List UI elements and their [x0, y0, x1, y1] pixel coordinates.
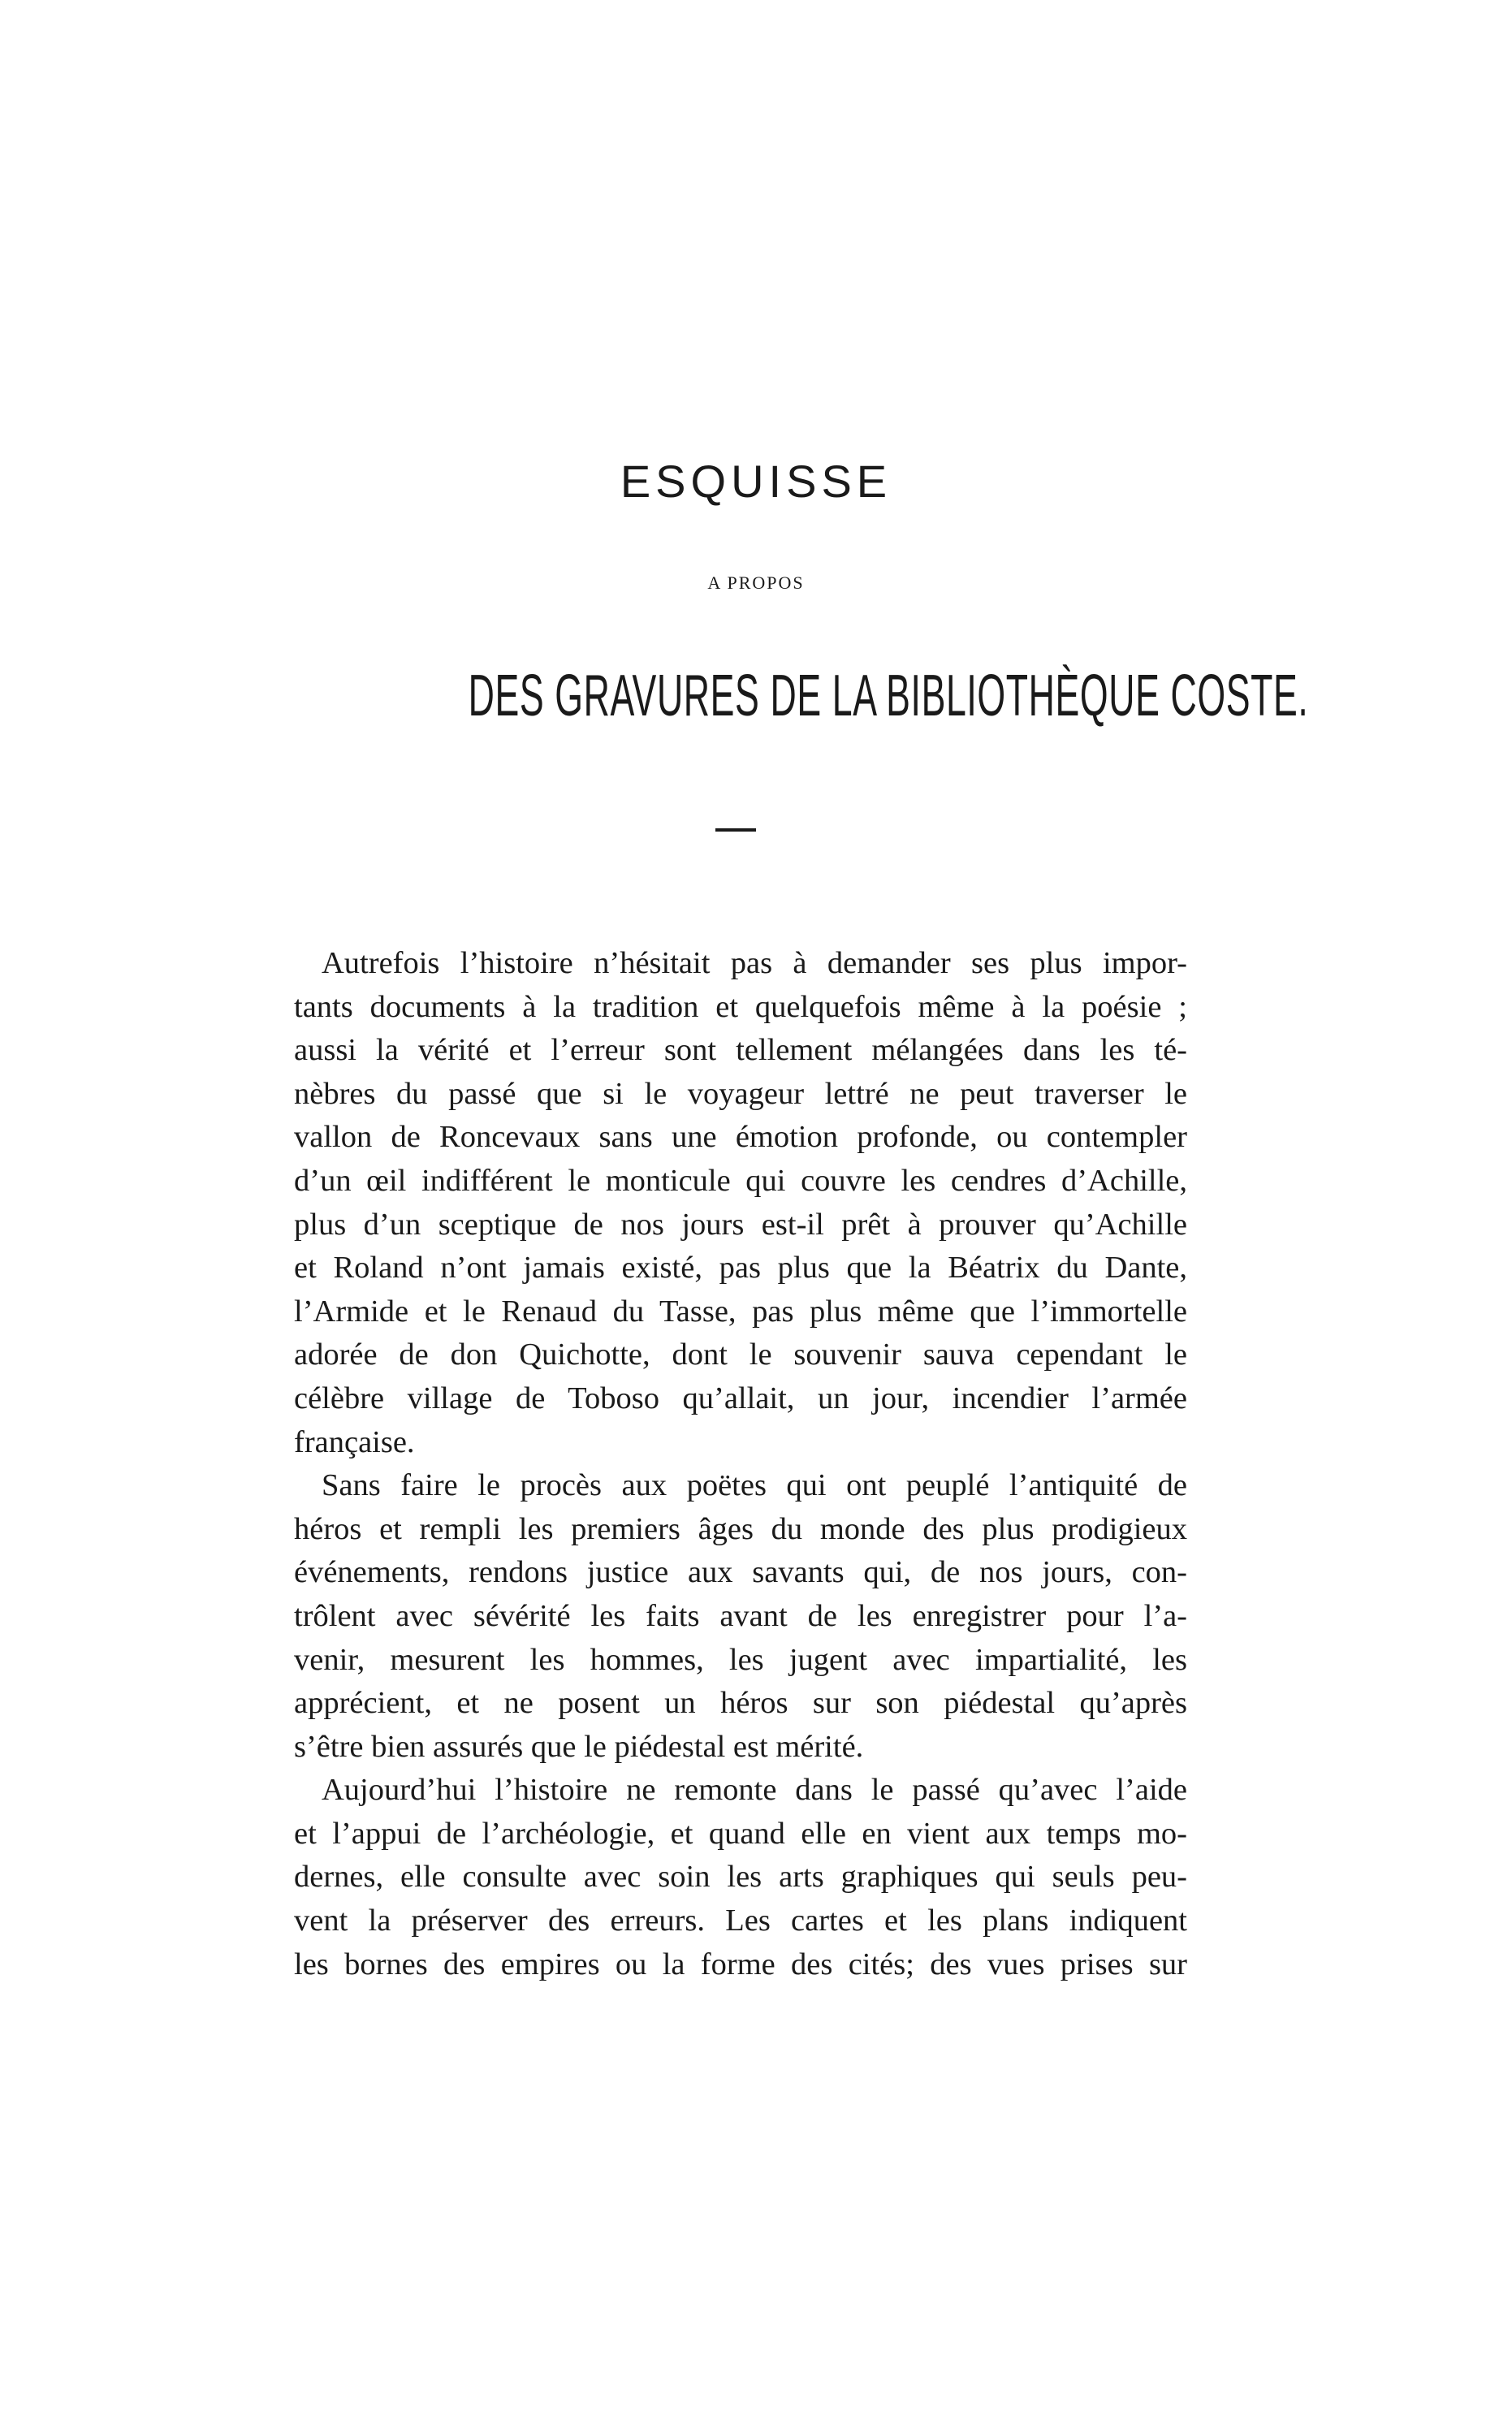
text-line: vallon de Roncevaux sans une émotion profonde, ou contempler — [294, 1120, 1187, 1155]
text-line: héros et rempli les premiers âges du monde des plus prodigieux — [294, 1511, 1187, 1546]
text-line: d’un œil indifférent le monticule qui couvre les cendres d’Achille, — [294, 1163, 1187, 1198]
text-line: célèbre village de Toboso qu’allait, un jour, incendier l’armée — [294, 1381, 1187, 1415]
text-line: l’Armide et le Renaud du Tasse, pas plus même que l’immortelle — [294, 1294, 1187, 1329]
text-line: adorée de don Quichotte, dont le souvenir sauva cependant le — [294, 1338, 1187, 1372]
text-line: venir, mesurent les hommes, les jugent avec impartialité, les — [294, 1642, 1187, 1677]
text-line: aussi la vérité et l’erreur sont tellement mélangées dans les té- — [294, 1033, 1187, 1068]
text-line: tants documents à la tradition et quelquefois même à la poésie ; — [294, 989, 1187, 1024]
text-line: nèbres du passé que si le voyageur lettré ne peut traverser le — [294, 1076, 1187, 1111]
text-line: française. — [294, 1424, 415, 1459]
page-heading: DES GRAVURES DE LA BIBLIOTHÈQUE COSTE. — [468, 663, 1309, 728]
section-separator — [715, 828, 756, 832]
text-line: les bornes des empires ou la forme des cités; des vues prises sur — [294, 1947, 1187, 1981]
text-line: et l’appui de l’archéologie, et quand elle en vient aux temps mo- — [294, 1816, 1187, 1851]
text-line: plus d’un sceptique de nos jours est-il prêt à prouver qu’Achille — [294, 1207, 1187, 1242]
text-line: apprécient, et ne posent un héros sur son piédestal qu’après — [294, 1686, 1187, 1721]
text-line: trôlent avec sévérité les faits avant de les enregistrer pour l’a- — [294, 1598, 1187, 1633]
text-line: et Roland n’ont jamais existé, pas plus que la Béatrix du Dante, — [294, 1251, 1187, 1286]
text-line: dernes, elle consulte avec soin les arts graphiques qui seuls peu- — [294, 1860, 1187, 1895]
text-line: Aujourd’hui l’histoire ne remonte dans le passé qu’avec l’aide — [322, 1773, 1187, 1808]
page-subtitle: A PROPOS — [707, 573, 805, 593]
text-line: Sans faire le procès aux poëtes qui ont peuplé l’antiquité de — [322, 1468, 1187, 1503]
text-line: Autrefois l’histoire n’hésitait pas à demander ses plus impor- — [322, 946, 1187, 980]
text-line: événements, rendons justice aux savants qui, de nos jours, con- — [294, 1555, 1187, 1590]
text-line: s’être bien assurés que le piédestal est mérité. — [294, 1729, 864, 1764]
text-line: vent la préserver des erreurs. Les cartes et les plans indiquent — [294, 1904, 1187, 1938]
page-title: ESQUISSE — [620, 456, 892, 507]
body-text — [294, 942, 1187, 1986]
